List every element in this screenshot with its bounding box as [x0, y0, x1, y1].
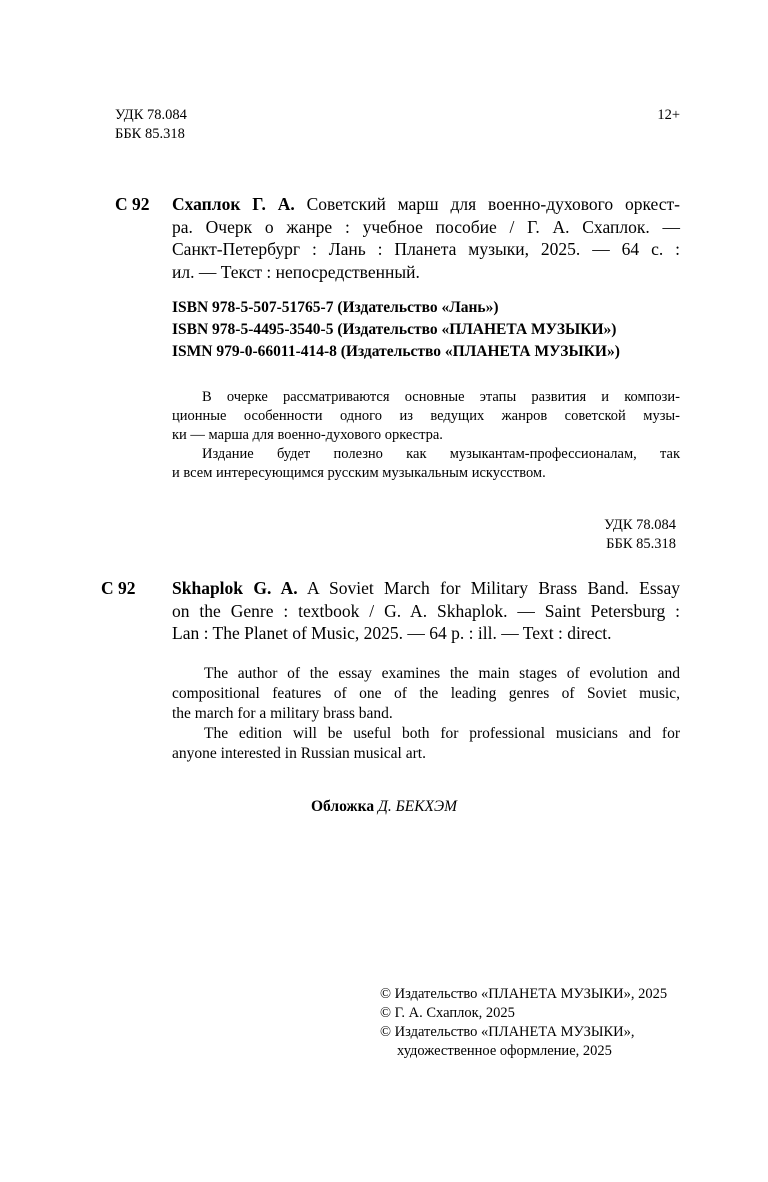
ru-abstract-line: В очерке рассматриваются основные этапы развития и компози-: [202, 389, 680, 405]
copyright-block: [380, 985, 680, 1061]
isbn-planeta: ISBN 978-5-4495-3540-5 (Издательство «ПЛАНЕТА МУЗЫКИ»): [172, 321, 617, 338]
cover-label: Обложка: [310, 798, 375, 815]
ru-line-3: Санкт-Петербург : Лань : Планета музыки, 2025. — 64 с. :: [172, 239, 680, 259]
copyright-line: © Издательство «ПЛАНЕТА МУЗЫКИ», 2025: [380, 986, 668, 1002]
ru-abstract-line: и всем интересующимся русским музыкальным искусством.: [172, 465, 546, 481]
ru-abstract-line: ционные особенности одного из ведущих жанров советской музы-: [172, 408, 680, 424]
en-code: С 92: [101, 578, 136, 598]
cover-artist: Д. БЕКХЭМ: [378, 798, 458, 815]
ru-code: С 92: [115, 194, 150, 214]
en-abstract-line: the march for a military brass band.: [172, 705, 393, 722]
en-bbk: ББК 85.318: [606, 536, 676, 552]
ru-abstract-line: Издание будет полезно как музыкантам-профессионалам, так: [202, 446, 680, 462]
ru-abstract: [172, 388, 680, 483]
age-rating: 12+: [657, 107, 680, 123]
ru-author: Схаплок Г. А.: [172, 194, 295, 214]
en-abstract-line: anyone interested in Russian musical art.: [172, 745, 426, 762]
ru-abstract-line: ки — марша для военно-духового оркестра.: [172, 427, 443, 443]
ru-line-2: ра. Очерк о жанре : учебное пособие / Г. А. Схаплок. —: [172, 216, 680, 237]
en-abstract-line: compositional features of one of the leading genres of Soviet music,: [172, 685, 680, 702]
header-bbk: ББК 85.318: [115, 126, 185, 142]
isbn-lan: ISBN 978-5-507-51765-7 (Издательство «Лань»): [172, 299, 499, 316]
header-index: [115, 106, 187, 144]
header-udk: УДК 78.084: [115, 107, 187, 123]
en-abstract-line: The edition will be useful both for professional musicians and for: [204, 725, 680, 742]
isbn-block: [172, 297, 620, 363]
en-line-3: Lan : The Planet of Music, 2025. — 64 p. : ill. — Text : direct.: [172, 623, 612, 643]
copyright-line: © Издательство «ПЛАНЕТА МУЗЫКИ»,: [380, 1024, 635, 1040]
en-udk: УДК 78.084: [604, 517, 676, 533]
ru-record: [172, 193, 680, 283]
en-line-2: on the Genre : textbook / G. A. Skhaplok. — Saint Petersburg :: [172, 600, 680, 621]
en-author: Skhaplok G. A.: [172, 578, 298, 598]
ru-line-1: Схаплок Г. А. Советский марш для военно-духового оркест-: [172, 194, 680, 214]
copyright-line: художественное оформление, 2025: [397, 1043, 612, 1059]
en-abstract-line: The author of the essay examines the main stages of evolution and: [204, 665, 680, 682]
ismn-planeta: ISMN 979-0-66011-414-8 (Издательство «ПЛАНЕТА МУЗЫКИ»): [172, 343, 620, 360]
ru-line-4: ил. — Текст : непосредственный.: [172, 261, 420, 282]
en-line-1: Skhaplok G. A. A Soviet March for Military Brass Band. Essay: [172, 578, 680, 598]
cover-credit: [0, 797, 768, 817]
copyright-line: © Г. А. Схаплок, 2025: [380, 1005, 515, 1021]
en-index: [480, 516, 676, 554]
en-abstract: [172, 664, 680, 764]
en-record: [172, 577, 680, 645]
